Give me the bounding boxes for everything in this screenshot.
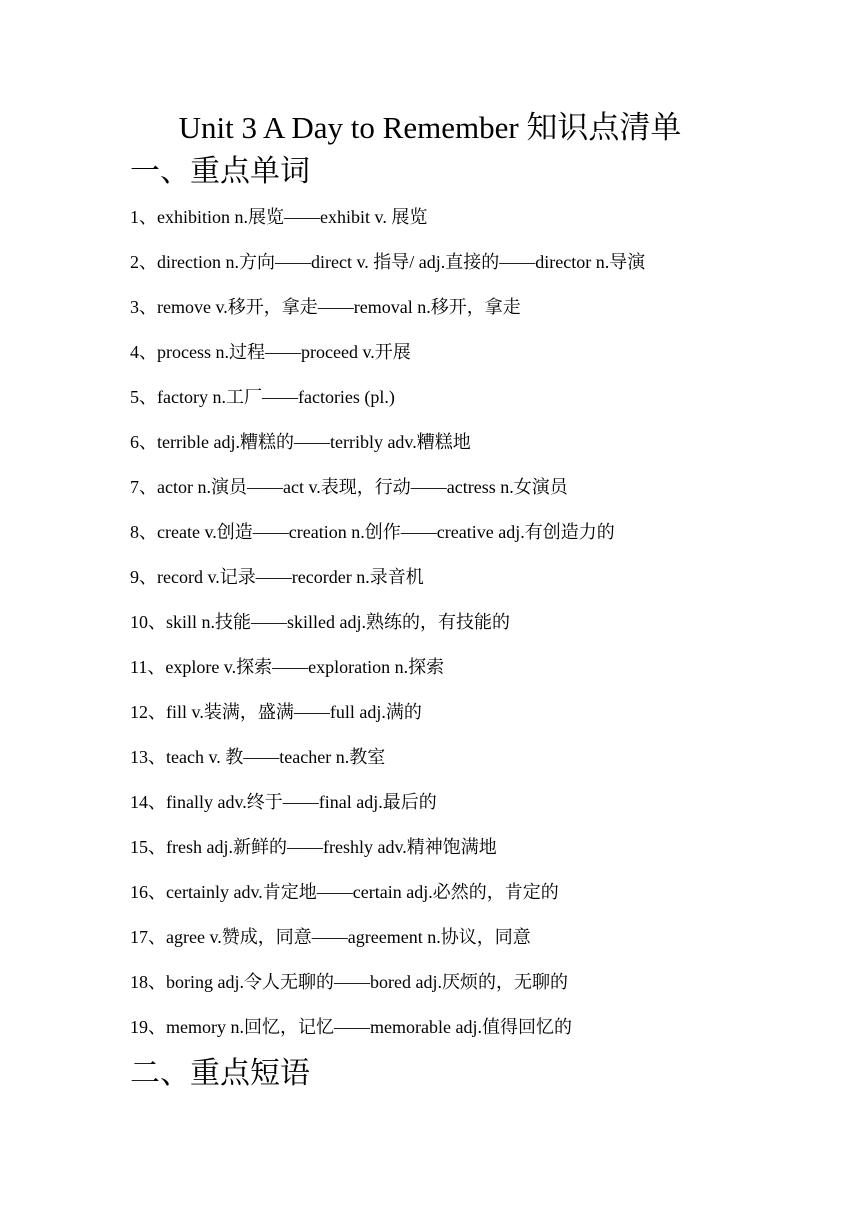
vocab-item: 17、agree v.赞成，同意——agreement n.协议，同意 <box>130 927 531 947</box>
section-heading-key-words: 一、重点单词 <box>130 155 310 188</box>
vocab-item: 19、memory n.回忆，记忆——memorable adj.值得回忆的 <box>130 1017 572 1037</box>
vocab-item: 9、record v.记录——recorder n.录音机 <box>130 567 424 587</box>
vocab-item: 14、finally adv.终于——final adj.最后的 <box>130 792 437 812</box>
vocab-item: 2、direction n.方向——direct v. 指导/ adj.直接的——director n.导演 <box>130 252 646 272</box>
vocab-item: 3、remove v.移开，拿走——removal n.移开，拿走 <box>130 297 521 317</box>
vocab-item: 12、fill v.装满，盛满——full adj.满的 <box>130 702 422 722</box>
vocab-item: 7、actor n.演员——act v.表现，行动——actress n.女演员 <box>130 477 568 497</box>
vocab-item: 10、skill n.技能——skilled adj.熟练的，有技能的 <box>130 612 510 632</box>
vocab-item: 15、fresh adj.新鲜的——freshly adv.精神饱满地 <box>130 837 497 857</box>
vocab-item: 5、factory n.工厂——factories (pl.) <box>130 387 395 407</box>
vocab-item: 4、process n.过程——proceed v.开展 <box>130 342 411 362</box>
document-title: Unit 3 A Day to Remember 知识点清单 <box>178 110 682 145</box>
section-heading-key-phrases: 二、重点短语 <box>130 1057 310 1090</box>
vocab-item: 8、create v.创造——creation n.创作——creative adj.有创造力的 <box>130 522 615 542</box>
vocab-item: 1、exhibition n.展览——exhibit v. 展览 <box>130 207 428 227</box>
vocab-list <box>130 199 830 1054</box>
vocab-item: 13、teach v. 教——teacher n.教室 <box>130 747 386 767</box>
vocab-item: 11、explore v.探索——exploration n.探索 <box>130 657 445 677</box>
vocab-item: 18、boring adj.令人无聊的——bored adj.厌烦的，无聊的 <box>130 972 568 992</box>
vocab-item: 16、certainly adv.肯定地——certain adj.必然的，肯定的 <box>130 882 559 902</box>
vocab-item: 6、terrible adj.糟糕的——terribly adv.糟糕地 <box>130 432 471 452</box>
